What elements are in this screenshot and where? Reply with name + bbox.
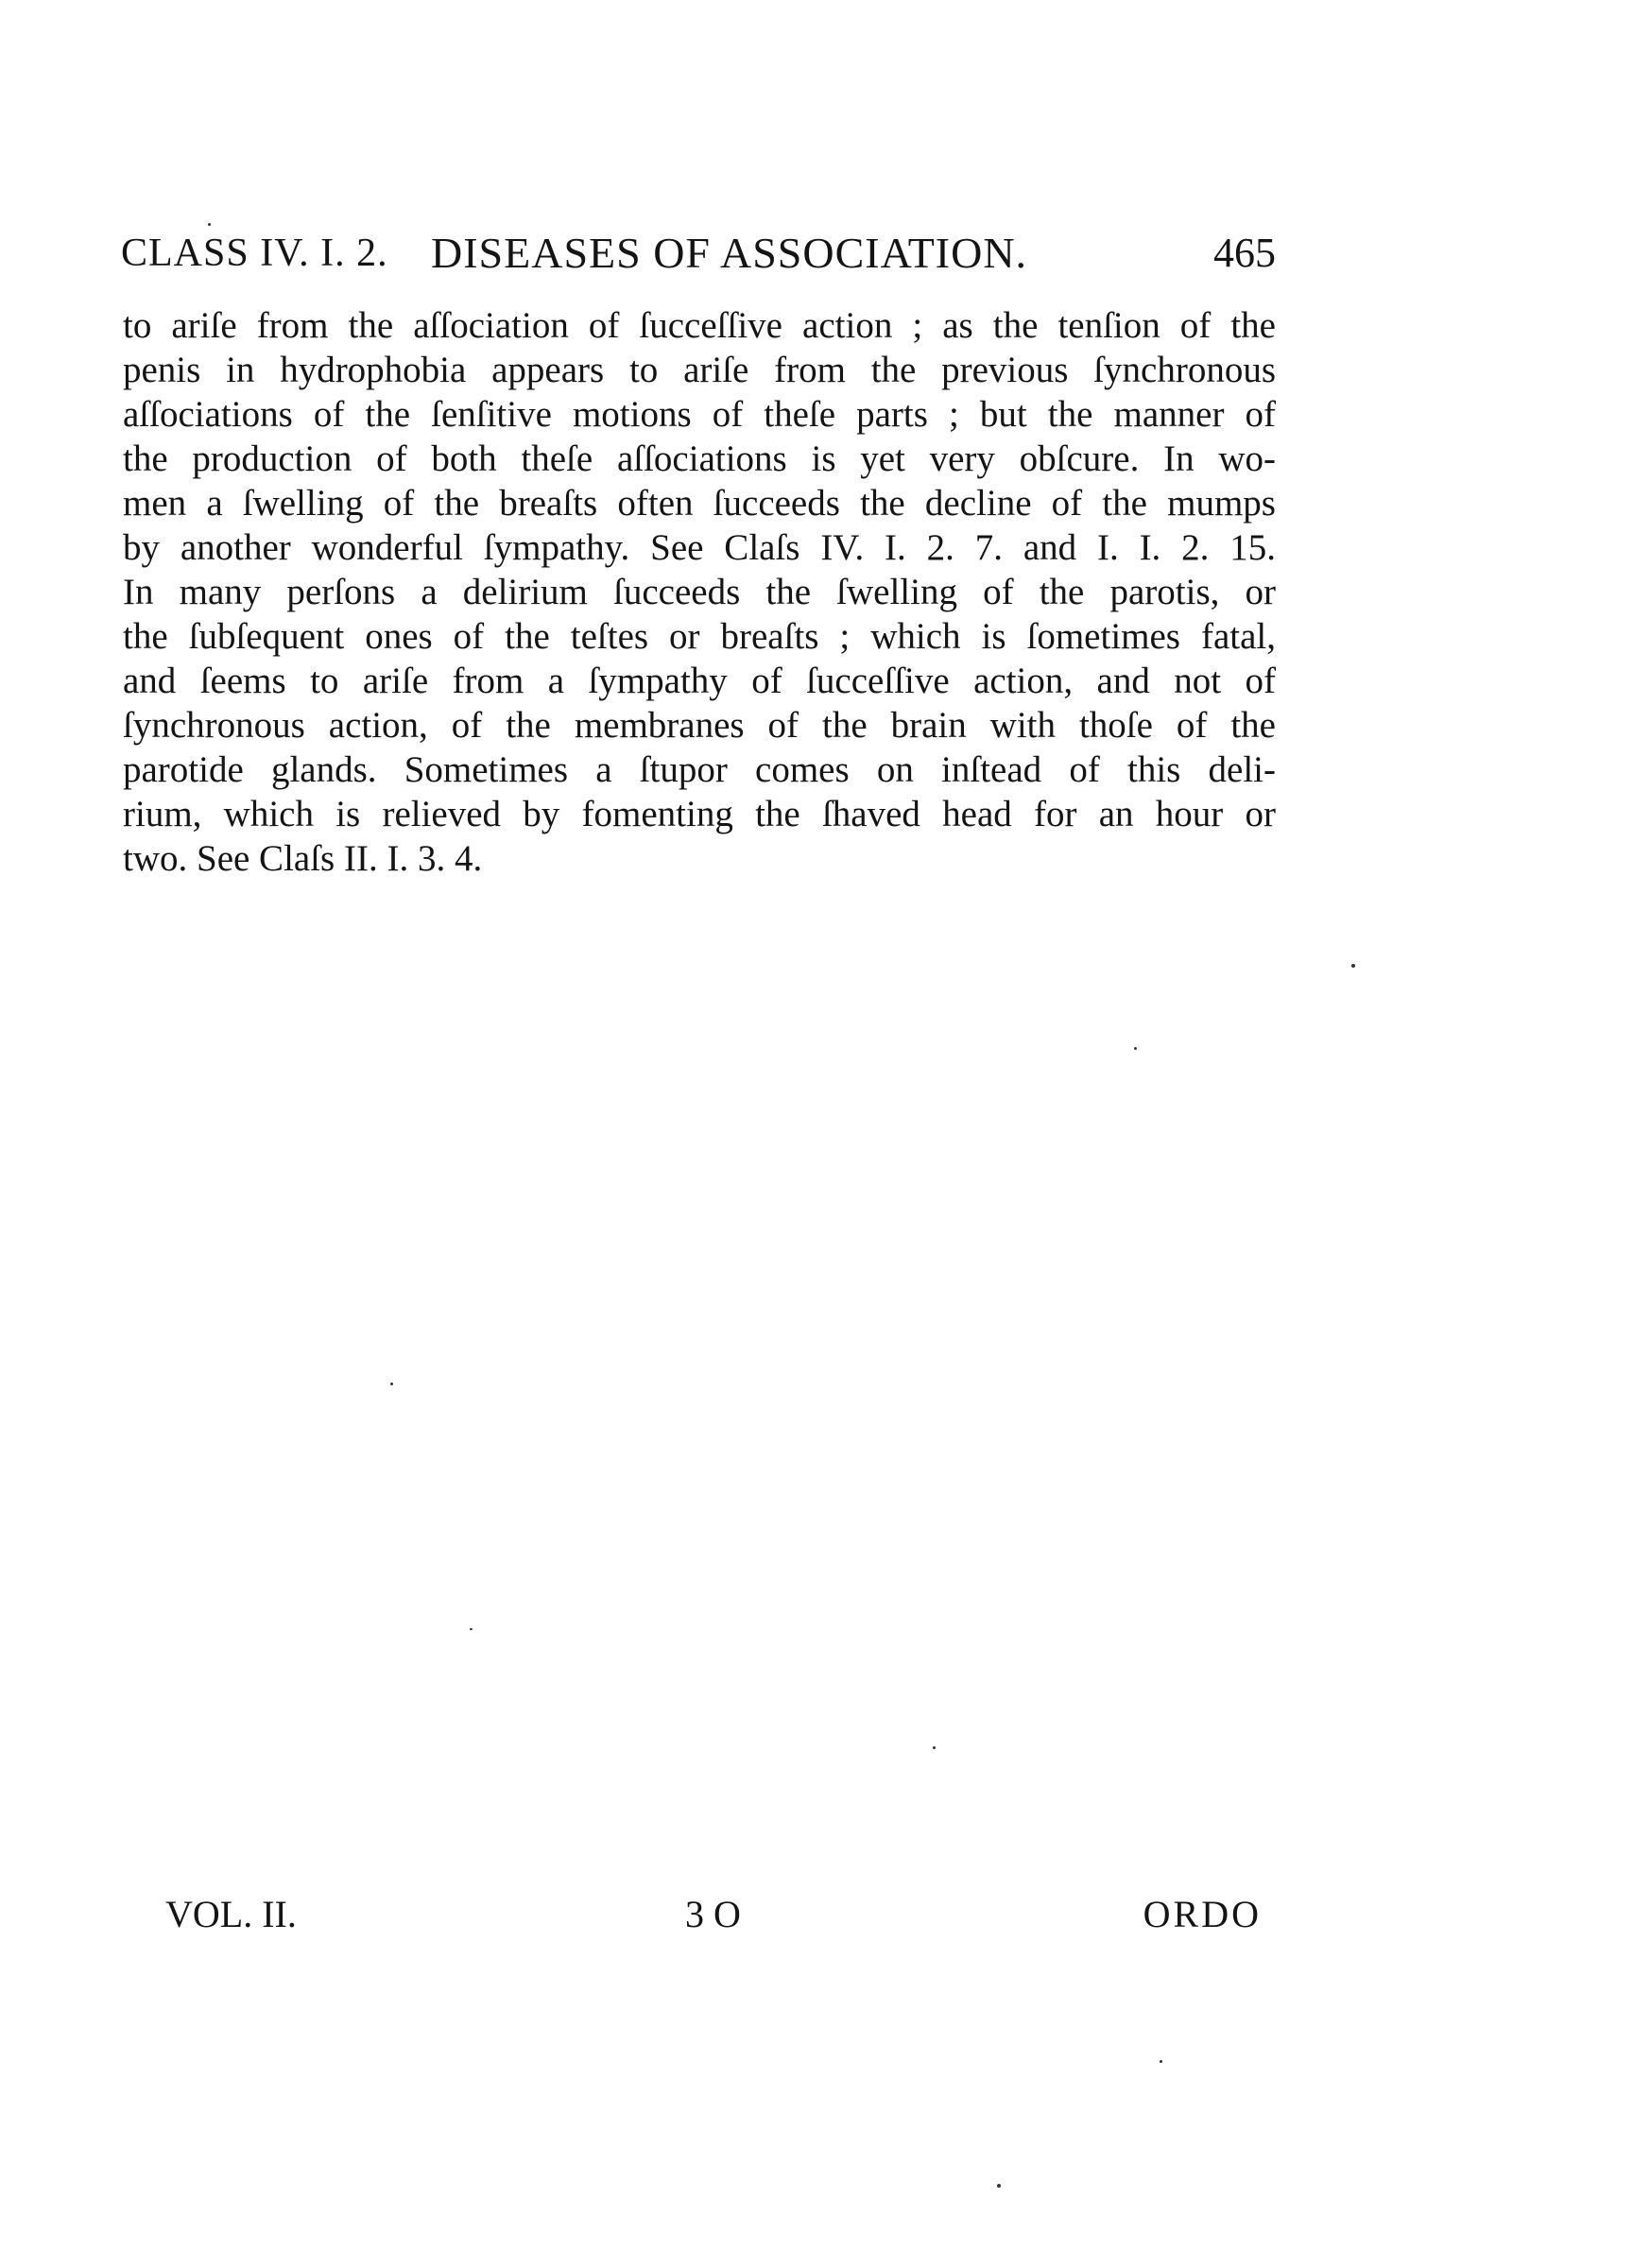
text-line: aſſociations of the ſenſitive motions of theſe parts ; but the manner of <box>123 394 1276 435</box>
class-reference: CLASS IV. I. 2. <box>121 232 388 275</box>
body-paragraph <box>123 303 1276 881</box>
print-speck <box>390 1383 393 1385</box>
signature-mark: 3 O <box>685 1893 741 1935</box>
text-line: by another wonderful ſympathy. See Claſs IV. I. 2. 7. and I. I. 2. 15. <box>123 527 1276 568</box>
text-line: to ariſe from the aſſociation of ſucceſſive action ; as the tenſion of the <box>123 305 1276 346</box>
text-line: parotide glands. Sometimes a ſtupor comes on inſtead of this deli- <box>123 749 1276 790</box>
print-speck <box>1351 964 1355 968</box>
print-speck <box>997 2184 1001 2188</box>
page-title: DISEASES OF ASSOCIATION. <box>431 229 1028 277</box>
text-line: penis in hydrophobia appears to ariſe from the previous ſynchronous <box>123 350 1276 390</box>
page-number: 465 <box>1213 230 1276 276</box>
print-speck <box>1134 1047 1137 1050</box>
text-line: the production of both theſe aſſociations is yet very obſcure. In wo- <box>123 438 1276 479</box>
running-head <box>121 225 1276 282</box>
text-line: men a ſwelling of the breaſts often ſucceeds the decline of the mumps <box>123 483 1276 524</box>
text-line: two. See Claſs II. I. 3. 4. <box>123 838 483 879</box>
volume-label: VOL. II. <box>165 1893 297 1935</box>
text-line: rium, which is relieved by fomenting the ſhaved head for an hour or <box>123 794 1276 834</box>
text-line: the ſubſequent ones of the teſtes or breaſts ; which is ſometimes fatal, <box>123 616 1276 657</box>
catchword: ORDO <box>1143 1893 1262 1935</box>
print-speck <box>208 223 211 226</box>
page-footer <box>165 1886 1262 1943</box>
print-speck <box>933 1746 936 1749</box>
text-line: and ſeems to ariſe from a ſympathy of ſucceſſive action, and not of <box>123 661 1276 701</box>
text-line: In many perſons a delirium ſucceeds the ſwelling of the parotis, or <box>123 572 1276 612</box>
print-speck <box>470 1628 473 1630</box>
text-line: ſynchronous action, of the membranes of the brain with thoſe of the <box>123 705 1276 746</box>
print-speck <box>1160 2060 1162 2063</box>
